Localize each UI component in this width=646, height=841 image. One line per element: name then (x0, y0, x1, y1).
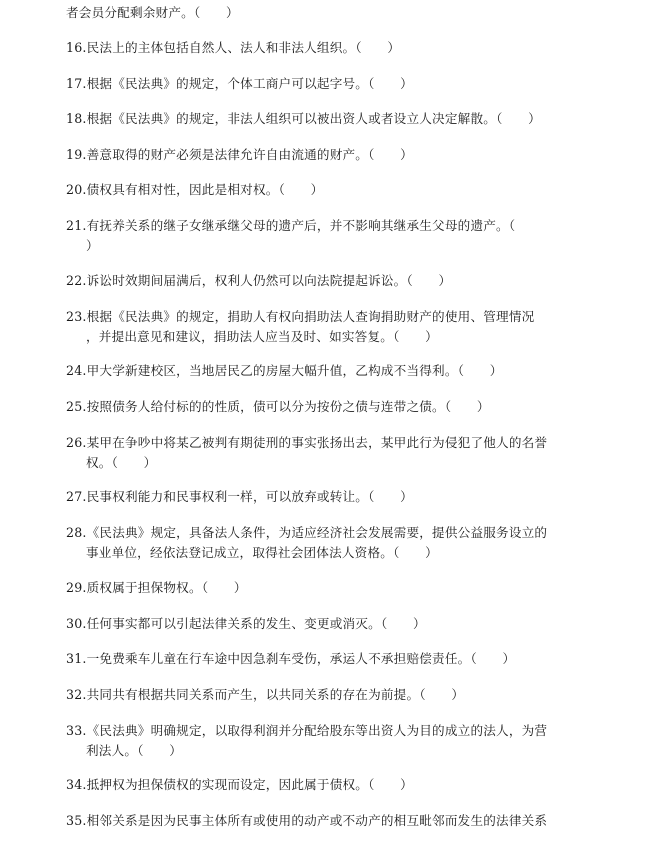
question-line-continued: ） (86, 238, 99, 253)
question-line: 30.任何事实都可以引起法律关系的发生、变更或消灭。（ ） (66, 616, 426, 631)
question-29 (66, 578, 574, 598)
question-20 (66, 180, 574, 200)
question-line: 25.按照债务人给付标的的性质，债可以分为按份之债与连带之债。（ ） (66, 399, 490, 414)
question-line: 27.民事权利能力和民事权利一样，可以放弃或转让。（ ） (66, 489, 413, 504)
question-line: 16.民法上的主体包括自然人、法人和非法人组织。（ ） (66, 40, 401, 55)
question-line-continued: ，并提出意见和建议，捐助法人应当及时、如实答复。（ ） (86, 329, 438, 344)
question-23 (66, 307, 574, 347)
question-line: 20.债权具有相对性，因此是相对权。（ ） (66, 182, 324, 197)
question-31 (66, 649, 574, 669)
question-22 (66, 271, 574, 291)
question-line: 18.根据《民法典》的规定，非法人组织可以被出资人或者设立人决定解散。（ ） (66, 111, 541, 126)
question-line: 32.共同共有根据共同关系而产生，以共同关系的存在为前提。（ ） (66, 687, 465, 702)
question-18 (66, 109, 574, 129)
question-line: 29.质权属于担保物权。（ ） (66, 580, 247, 595)
question-line: 23.根据《民法典》的规定，捐助人有权向捐助法人查询捐助财产的使用、管理情况 (66, 309, 535, 324)
question-line: 26.某甲在争吵中将某乙被判有期徒刑的事实张扬出去，某甲此行为侵犯了他人的名誉 (66, 435, 548, 450)
question-line-continued: 权。（ ） (86, 455, 157, 470)
question-33 (66, 721, 574, 761)
question-25 (66, 397, 574, 417)
question-24 (66, 361, 574, 381)
question-line: 21.有抚养关系的继子女继承继父母的遗产后，并不影响其继承生父母的遗产。（ (66, 218, 516, 233)
question-19 (66, 145, 574, 165)
question-line: 31.一免费乘车儿童在行车途中因急刹车受伤，承运人不承担赔偿责任。（ ） (66, 651, 516, 666)
question-21 (66, 216, 574, 256)
question-34 (66, 775, 574, 795)
question-16 (66, 38, 574, 58)
question-15-tail (66, 3, 574, 23)
question-line: 者会员分配剩余财产。（ ） (66, 5, 239, 20)
question-line: 35.相邻关系是因为民事主体所有或使用的动产或不动产的相互毗邻而发生的法律关系 (66, 813, 548, 828)
question-28 (66, 523, 574, 563)
question-35 (66, 811, 574, 831)
question-17 (66, 74, 574, 94)
question-line-continued: 利法人。（ ） (86, 743, 183, 758)
question-line: 28.《民法典》规定，具备法人条件，为适应经济社会发展需要，提供公益服务设立的 (66, 525, 548, 540)
question-30 (66, 614, 574, 634)
question-line: 19.善意取得的财产必须是法律允许自由流通的财产。（ ） (66, 147, 413, 162)
question-line: 22.诉讼时效期间届满后，权利人仍然可以向法院提起诉讼。（ ） (66, 273, 452, 288)
question-line: 17.根据《民法典》的规定，个体工商户可以起字号。（ ） (66, 76, 413, 91)
question-32 (66, 685, 574, 705)
question-line: 34.抵押权为担保债权的实现而设定，因此属于债权。（ ） (66, 777, 413, 792)
question-line: 24.甲大学新建校区，当地居民乙的房屋大幅升值，乙构成不当得利。（ ） (66, 363, 503, 378)
question-line: 33.《民法典》明确规定，以取得利润并分配给股东等出资人为目的成立的法人，为营 (66, 723, 548, 738)
question-26 (66, 433, 574, 473)
question-line-continued: 事业单位，经依法登记成立，取得社会团体法人资格。（ ） (86, 545, 438, 560)
question-27 (66, 487, 574, 507)
